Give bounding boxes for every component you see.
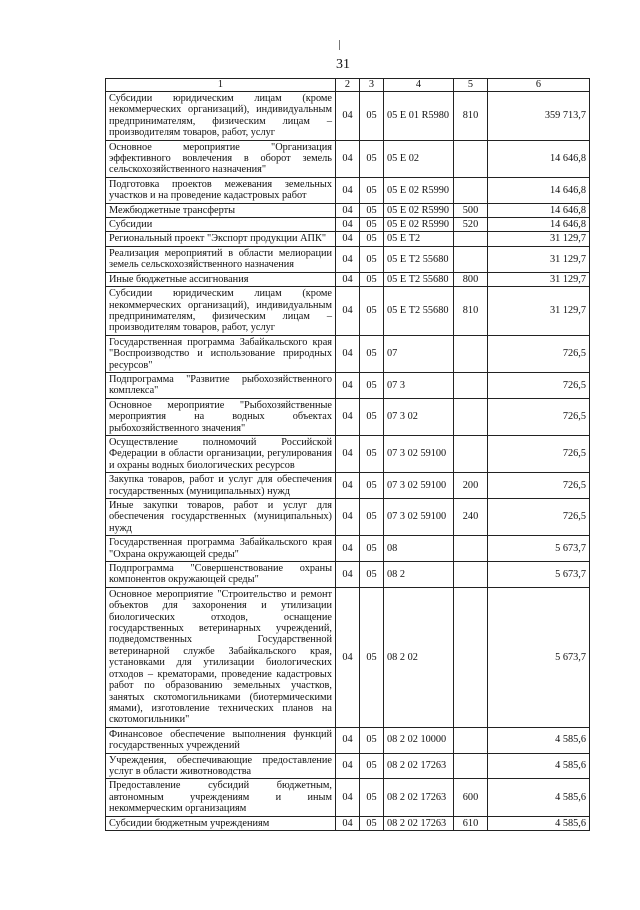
- row-amount: 31 129,7: [488, 287, 590, 336]
- row-amount: 31 129,7: [488, 272, 590, 286]
- row-target-code: 08 2 02 10000: [384, 727, 454, 753]
- row-subsection: 05: [360, 727, 384, 753]
- row-name: Закупка товаров, работ и услуг для обеспечения государственных (муниципальных) нужд: [106, 473, 336, 499]
- row-name: Субсидии юридическим лицам (кроме некоммерческих организаций), индивидуальным предпринимателям, физическим лицам – производителям товаров, работ, услуг: [106, 92, 336, 141]
- table-row: [106, 203, 590, 217]
- row-name: Государственная программа Забайкальского края "Воспроизводство и использование природных ресурсов": [106, 335, 336, 372]
- row-name: Государственная программа Забайкальского края "Охрана окружающей среды": [106, 536, 336, 562]
- row-section: 04: [336, 218, 360, 232]
- row-section: 04: [336, 587, 360, 727]
- table-row: [106, 372, 590, 398]
- row-expense-type: [454, 587, 488, 727]
- table-row: [106, 140, 590, 177]
- column-header: 3: [360, 79, 384, 92]
- row-expense-type: 810: [454, 92, 488, 141]
- table-row: [106, 587, 590, 727]
- row-section: 04: [336, 287, 360, 336]
- row-expense-type: [454, 372, 488, 398]
- table-row: [106, 246, 590, 272]
- row-name: Финансовое обеспечение выполнения функций государственных учреждений: [106, 727, 336, 753]
- row-target-code: 05 Е 02 R5990: [384, 218, 454, 232]
- row-expense-type: [454, 177, 488, 203]
- row-subsection: 05: [360, 536, 384, 562]
- margin-mark: [339, 40, 340, 50]
- row-amount: 31 129,7: [488, 246, 590, 272]
- row-subsection: 05: [360, 816, 384, 830]
- table-row: [106, 177, 590, 203]
- row-section: 04: [336, 335, 360, 372]
- row-expense-type: 240: [454, 499, 488, 536]
- row-section: 04: [336, 372, 360, 398]
- row-amount: 14 646,8: [488, 203, 590, 217]
- row-subsection: 05: [360, 246, 384, 272]
- row-target-code: 07 3 02 59100: [384, 435, 454, 472]
- column-header: 1: [106, 79, 336, 92]
- row-expense-type: 600: [454, 779, 488, 816]
- row-name: Реализация мероприятий в области мелиорации земель сельскохозяйственного назначения: [106, 246, 336, 272]
- table-row: [106, 816, 590, 830]
- row-subsection: 05: [360, 232, 384, 246]
- table-row: [106, 287, 590, 336]
- row-target-code: 07 3 02: [384, 398, 454, 435]
- row-subsection: 05: [360, 499, 384, 536]
- table-row: [106, 232, 590, 246]
- row-amount: 726,5: [488, 499, 590, 536]
- row-name: Субсидии: [106, 218, 336, 232]
- row-name: Межбюджетные трансферты: [106, 203, 336, 217]
- row-target-code: 05 Е 02: [384, 140, 454, 177]
- row-amount: 359 713,7: [488, 92, 590, 141]
- row-section: 04: [336, 816, 360, 830]
- row-expense-type: 200: [454, 473, 488, 499]
- row-subsection: 05: [360, 272, 384, 286]
- table-row: [106, 435, 590, 472]
- row-amount: 726,5: [488, 335, 590, 372]
- row-section: 04: [336, 246, 360, 272]
- row-target-code: 08: [384, 536, 454, 562]
- row-expense-type: 610: [454, 816, 488, 830]
- table-row: [106, 562, 590, 588]
- row-section: 04: [336, 177, 360, 203]
- row-expense-type: [454, 562, 488, 588]
- row-subsection: 05: [360, 753, 384, 779]
- table-row: [106, 727, 590, 753]
- row-section: 04: [336, 232, 360, 246]
- row-section: 04: [336, 499, 360, 536]
- row-amount: 726,5: [488, 398, 590, 435]
- row-expense-type: 500: [454, 203, 488, 217]
- row-subsection: 05: [360, 398, 384, 435]
- row-target-code: 07: [384, 335, 454, 372]
- row-section: 04: [336, 536, 360, 562]
- row-subsection: 05: [360, 473, 384, 499]
- row-target-code: 05 Е Т2 55680: [384, 272, 454, 286]
- row-subsection: 05: [360, 140, 384, 177]
- table-row: [106, 398, 590, 435]
- row-amount: 4 585,6: [488, 779, 590, 816]
- row-target-code: 07 3 02 59100: [384, 473, 454, 499]
- row-section: 04: [336, 779, 360, 816]
- row-section: 04: [336, 727, 360, 753]
- row-subsection: 05: [360, 372, 384, 398]
- table-row: [106, 92, 590, 141]
- table-row: [106, 218, 590, 232]
- row-subsection: 05: [360, 587, 384, 727]
- row-amount: 726,5: [488, 473, 590, 499]
- row-name: Подпрограмма "Развитие рыбохозяйственного комплекса": [106, 372, 336, 398]
- row-expense-type: 800: [454, 272, 488, 286]
- row-name: Основное мероприятие "Рыбохозяйственные мероприятия на водных объектах рыбохозяйственного значения": [106, 398, 336, 435]
- row-name: Основное мероприятие "Организация эффективного вовлечения в оборот земель сельскохозяйственного назначения": [106, 140, 336, 177]
- row-section: 04: [336, 398, 360, 435]
- row-section: 04: [336, 753, 360, 779]
- row-name: Субсидии юридическим лицам (кроме некоммерческих организаций), индивидуальным предпринимателям, физическим лицам – производителям товаров, работ, услуг: [106, 287, 336, 336]
- row-name: Основное мероприятие "Строительство и ремонт объектов для захоронения и утилизации биологических отходов, оснащение государственных ветеринарных учреждений, подведомственных Государственной ветеринарной службе Забайкальского края, установками для утилизации биологических отходов – крематорами, проведение кадастровых работ по образованию земельных участков, занятых скотомогильниками (биотермическими ямами), изготовление технических планов на скотомогильники": [106, 587, 336, 727]
- row-expense-type: [454, 536, 488, 562]
- row-section: 04: [336, 562, 360, 588]
- row-name: Иные закупки товаров, работ и услуг для обеспечения государственных (муниципальных) нужд: [106, 499, 336, 536]
- row-amount: 4 585,6: [488, 753, 590, 779]
- row-amount: 14 646,8: [488, 140, 590, 177]
- row-amount: 14 646,8: [488, 218, 590, 232]
- row-expense-type: [454, 753, 488, 779]
- row-section: 04: [336, 473, 360, 499]
- column-header: 2: [336, 79, 360, 92]
- row-target-code: 05 Е 02 R5990: [384, 177, 454, 203]
- row-section: 04: [336, 272, 360, 286]
- row-target-code: 08 2 02 17263: [384, 753, 454, 779]
- row-subsection: 05: [360, 562, 384, 588]
- row-name: Иные бюджетные ассигнования: [106, 272, 336, 286]
- table-body: [106, 92, 590, 831]
- row-target-code: 08 2: [384, 562, 454, 588]
- row-amount: 726,5: [488, 435, 590, 472]
- column-header: 6: [488, 79, 590, 92]
- row-subsection: 05: [360, 203, 384, 217]
- row-amount: 5 673,7: [488, 562, 590, 588]
- column-header: 4: [384, 79, 454, 92]
- row-section: 04: [336, 140, 360, 177]
- row-target-code: 07 3: [384, 372, 454, 398]
- row-expense-type: [454, 246, 488, 272]
- row-expense-type: [454, 232, 488, 246]
- row-subsection: 05: [360, 287, 384, 336]
- row-subsection: 05: [360, 779, 384, 816]
- row-expense-type: [454, 727, 488, 753]
- row-subsection: 05: [360, 218, 384, 232]
- row-name: Предоставление субсидий бюджетным, автономным учреждениям и иным некоммерческим организациям: [106, 779, 336, 816]
- row-target-code: 05 Е 01 R5980: [384, 92, 454, 141]
- row-amount: 14 646,8: [488, 177, 590, 203]
- row-subsection: 05: [360, 177, 384, 203]
- row-amount: 31 129,7: [488, 232, 590, 246]
- row-target-code: 05 Е 02 R5990: [384, 203, 454, 217]
- row-expense-type: 520: [454, 218, 488, 232]
- row-name: Подпрограмма "Совершенствование охраны компонентов окружающей среды": [106, 562, 336, 588]
- row-subsection: 05: [360, 335, 384, 372]
- row-name: Региональный проект "Экспорт продукции АПК": [106, 232, 336, 246]
- table-row: [106, 499, 590, 536]
- row-name: Подготовка проектов межевания земельных участков и на проведение кадастровых работ: [106, 177, 336, 203]
- row-amount: 726,5: [488, 372, 590, 398]
- row-target-code: 05 Е Т2 55680: [384, 246, 454, 272]
- header-row: [106, 79, 590, 92]
- column-header: 5: [454, 79, 488, 92]
- row-target-code: 07 3 02 59100: [384, 499, 454, 536]
- row-expense-type: [454, 335, 488, 372]
- row-subsection: 05: [360, 435, 384, 472]
- row-name: Осуществление полномочий Российской Федерации в области организации, регулирования и охраны водных биологических ресурсов: [106, 435, 336, 472]
- row-expense-type: [454, 435, 488, 472]
- row-name: Учреждения, обеспечивающие предоставление услуг в области животноводства: [106, 753, 336, 779]
- budget-table: [105, 78, 590, 831]
- row-section: 04: [336, 92, 360, 141]
- row-expense-type: 810: [454, 287, 488, 336]
- row-target-code: 08 2 02 17263: [384, 779, 454, 816]
- table-row: [106, 335, 590, 372]
- row-target-code: 08 2 02 17263: [384, 816, 454, 830]
- table-row: [106, 473, 590, 499]
- row-expense-type: [454, 398, 488, 435]
- table-row: [106, 272, 590, 286]
- page-number: 31: [336, 57, 350, 72]
- row-section: 04: [336, 435, 360, 472]
- row-target-code: 08 2 02: [384, 587, 454, 727]
- row-target-code: 05 Е Т2: [384, 232, 454, 246]
- table-row: [106, 536, 590, 562]
- row-subsection: 05: [360, 92, 384, 141]
- row-name: Субсидии бюджетным учреждениям: [106, 816, 336, 830]
- row-amount: 4 585,6: [488, 727, 590, 753]
- table-row: [106, 753, 590, 779]
- table-row: [106, 779, 590, 816]
- row-section: 04: [336, 203, 360, 217]
- row-amount: 4 585,6: [488, 816, 590, 830]
- row-expense-type: [454, 140, 488, 177]
- row-amount: 5 673,7: [488, 536, 590, 562]
- row-amount: 5 673,7: [488, 587, 590, 727]
- row-target-code: 05 Е Т2 55680: [384, 287, 454, 336]
